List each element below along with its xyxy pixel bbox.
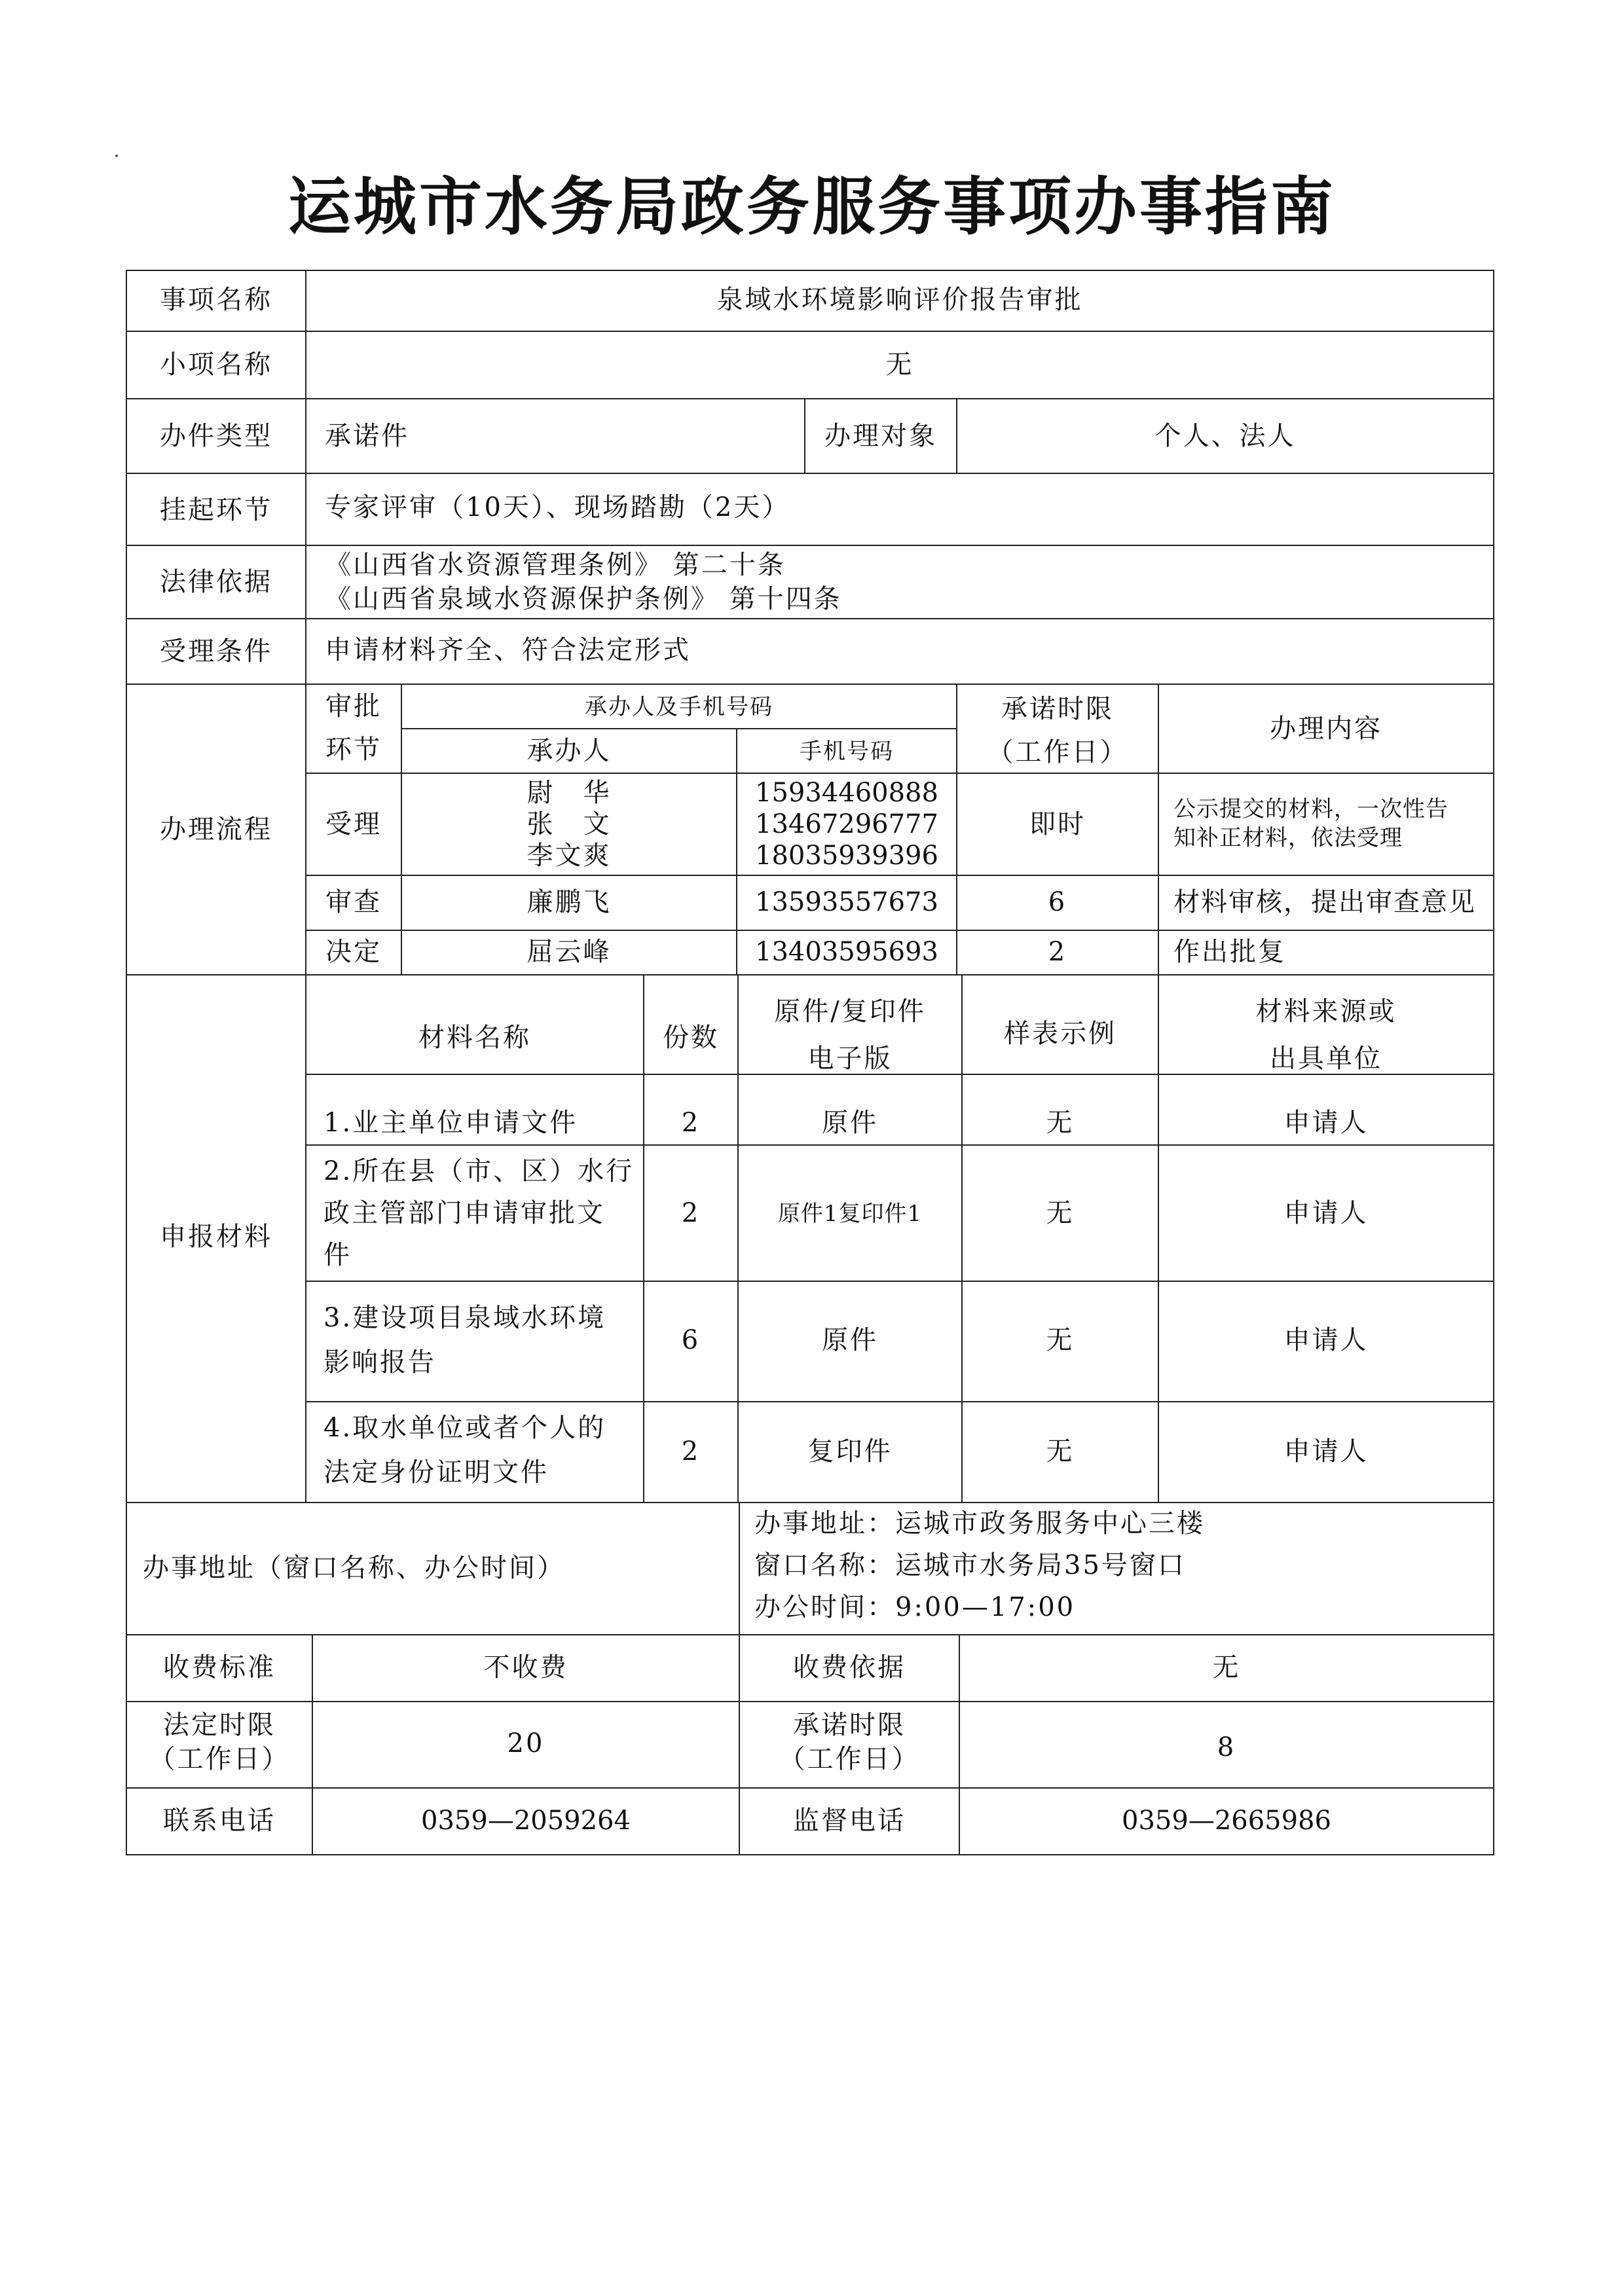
- supervise-phone-label: 监督电话: [793, 1806, 906, 1836]
- legal-limit-label: （工作日）: [149, 1744, 290, 1774]
- office-line: 办事地址：运城市政务服务中心三楼: [754, 1508, 1205, 1539]
- row-divider: [126, 1502, 1494, 1503]
- time-head: （工作日）: [987, 737, 1128, 767]
- material-sample: 无: [1046, 1325, 1075, 1355]
- col-divider: [305, 270, 306, 1502]
- source-head: 材料来源或: [1255, 996, 1397, 1027]
- legal-line: 《山西省泉域水资源保护条例》 第十四条: [325, 584, 842, 614]
- legal-label: 法律依据: [160, 567, 272, 597]
- row-divider: [126, 473, 1494, 474]
- material-count: 2: [681, 1108, 701, 1138]
- material-form: 复印件: [807, 1436, 893, 1467]
- material-name: 法定身份证明文件: [323, 1457, 549, 1487]
- item-name-label: 事项名称: [160, 285, 272, 315]
- stage-head: 审批: [325, 691, 382, 721]
- sample-head: 样表示例: [1004, 1019, 1116, 1049]
- type-label: 办件类型: [160, 421, 272, 451]
- office-line: 办公时间：9:00—17:00: [754, 1592, 1076, 1622]
- sub-item-value: 无: [885, 350, 914, 380]
- suspend-label: 挂起环节: [160, 495, 272, 525]
- stage-cell: 审查: [325, 887, 382, 917]
- phone-head: 手机号码: [800, 738, 894, 765]
- content-cell: 公示提交的材料，一次性告: [1173, 796, 1449, 822]
- row-divider: [126, 398, 1494, 399]
- row-divider: [305, 875, 1494, 876]
- process-label: 办理流程: [160, 814, 272, 845]
- row-divider: [126, 683, 1494, 685]
- row-divider: [126, 1701, 1494, 1702]
- accept-label: 受理条件: [160, 636, 272, 666]
- row-divider: [305, 1281, 1494, 1282]
- material-name: 4.取水单位或者个人的: [323, 1413, 606, 1443]
- handler-cell: 廉鹏飞: [526, 887, 612, 917]
- stage-cell: 受理: [325, 809, 382, 839]
- time-cell: 2: [1048, 937, 1067, 967]
- material-name: 政主管部门申请审批文: [323, 1198, 605, 1228]
- suspend-value: 专家评审（10天）、现场踏勘（2天）: [325, 492, 790, 522]
- fee-basis-label: 收费依据: [793, 1652, 906, 1683]
- material-name: 1.业主单位申请文件: [323, 1108, 578, 1138]
- material-sample: 无: [1046, 1198, 1075, 1228]
- row-divider: [305, 773, 1494, 774]
- row-divider: [305, 1144, 1494, 1146]
- material-name-head: 材料名称: [418, 1023, 531, 1053]
- form-head: 原件/复印件: [774, 996, 926, 1027]
- row-divider: [305, 930, 1494, 931]
- legal-limit-value: 20: [507, 1728, 545, 1758]
- material-name: 3.建设项目泉域水环境: [323, 1303, 606, 1333]
- material-count: 6: [681, 1325, 701, 1355]
- phone-cell: 13593557673: [755, 887, 938, 917]
- material-form: 原件: [822, 1325, 878, 1355]
- target-value: 个人、法人: [1154, 421, 1296, 451]
- material-sample: 无: [1046, 1436, 1075, 1467]
- handler-cell: 屈云峰: [526, 937, 612, 967]
- col-divider: [961, 974, 963, 1502]
- office-line: 窗口名称：运城市水务局35号窗口: [754, 1550, 1186, 1580]
- row-divider: [126, 1787, 1494, 1789]
- row-divider: [126, 1634, 1494, 1635]
- material-source: 申请人: [1283, 1198, 1369, 1228]
- content-head: 办理内容: [1270, 714, 1382, 744]
- content-cell: 材料审核，提出审查意见: [1173, 887, 1476, 917]
- handler-cell: 李文爽: [526, 841, 612, 871]
- contact-phone-value: 0359—2059264: [421, 1806, 631, 1836]
- material-name: 件: [323, 1240, 352, 1270]
- materials-label: 申报材料: [160, 1222, 272, 1252]
- material-source: 申请人: [1283, 1436, 1369, 1467]
- phone-cell: 13403595693: [755, 937, 938, 967]
- row-divider: [126, 974, 1494, 975]
- fee-label: 收费标准: [163, 1652, 276, 1683]
- material-sample: 无: [1046, 1108, 1075, 1138]
- handler-cell: 尉 华: [526, 778, 612, 808]
- fee-value: 不收费: [483, 1652, 568, 1683]
- row-divider: [126, 618, 1494, 619]
- fee-basis-value: 无: [1212, 1652, 1241, 1683]
- time-cell: 即时: [1029, 809, 1086, 839]
- time-head: 承诺时限: [1001, 694, 1114, 724]
- material-form: 原件: [822, 1108, 878, 1138]
- type-value: 承诺件: [325, 421, 409, 451]
- target-label: 办理对象: [824, 421, 937, 451]
- promise-limit-label: （工作日）: [779, 1744, 920, 1774]
- time-cell: 6: [1048, 887, 1067, 917]
- count-head: 份数: [663, 1023, 719, 1053]
- page-title: 运城市水务局政务服务事项办事指南: [288, 170, 1336, 244]
- handler-cell: 张 文: [526, 809, 612, 839]
- content-cell: 知补正材料，依法受理: [1173, 825, 1403, 851]
- row-divider: [305, 1401, 1494, 1402]
- supervise-phone-value: 0359—2665986: [1122, 1806, 1331, 1836]
- accept-value: 申请材料齐全、符合法定形式: [325, 635, 691, 665]
- material-count: 2: [681, 1436, 701, 1467]
- form-head: 电子版: [807, 1044, 893, 1074]
- stage-cell: 决定: [325, 937, 382, 967]
- promise-limit-value: 8: [1217, 1732, 1236, 1762]
- stage-head: 环节: [325, 735, 382, 765]
- phone-cell: 18035939396: [755, 841, 938, 871]
- material-source: 申请人: [1283, 1108, 1369, 1138]
- sub-item-label: 小项名称: [160, 350, 272, 380]
- legal-limit-label: 法定时限: [163, 1710, 276, 1740]
- item-name-value: 泉域水环境影响评价报告审批: [716, 285, 1083, 315]
- source-head: 出具单位: [1270, 1044, 1382, 1074]
- promise-limit-label: 承诺时限: [793, 1710, 906, 1740]
- row-divider: [126, 331, 1494, 332]
- material-name: 2.所在县（市、区）水行: [323, 1156, 635, 1186]
- row-divider: [305, 1074, 1494, 1075]
- content-cell: 作出批复: [1173, 937, 1286, 967]
- office-label: 办事地址（窗口名称、办公时间）: [143, 1553, 565, 1583]
- material-source: 申请人: [1283, 1325, 1369, 1355]
- handler-head: 承办人: [526, 736, 612, 766]
- material-form: 原件1复印件1: [777, 1201, 923, 1227]
- row-divider: [126, 545, 1494, 546]
- phone-cell: 15934460888: [755, 778, 938, 808]
- phone-cell: 13467296777: [755, 809, 938, 839]
- row-divider: [401, 728, 956, 729]
- material-name: 影响报告: [323, 1347, 436, 1377]
- legal-line: 《山西省水资源管理条例》 第二十条: [325, 550, 786, 580]
- material-count: 2: [681, 1198, 701, 1228]
- contact-phone-label: 联系电话: [163, 1806, 276, 1836]
- handler-group-head: 承办人及手机号码: [585, 694, 773, 720]
- col-divider: [643, 974, 644, 1502]
